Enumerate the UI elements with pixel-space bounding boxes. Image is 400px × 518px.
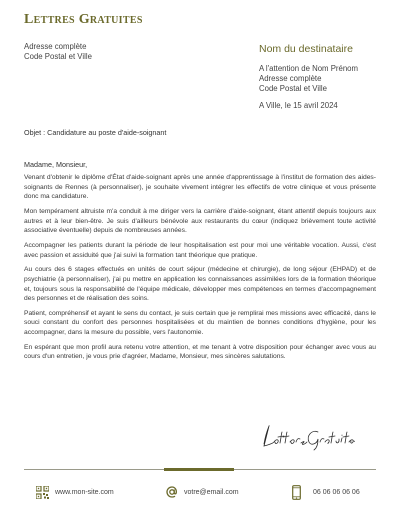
- letter-greeting: Madame, Monsieur,: [24, 160, 88, 169]
- sender-address-line1: Adresse complète: [24, 42, 87, 51]
- recipient-attention: A l'attention de Nom Prénom: [259, 64, 359, 73]
- at-sign-icon: [166, 486, 178, 498]
- body-paragraph: Patient, compréhensif et ayant le sens du contact, je suis certain que je remplirai mes missions avec efficacité, dans le souci constant du confort des personnes hospitalisées et du maintien de bonnes conditions d'hygiène, pour les accompagner, dans la mesure du possible, vers l'autonomie.: [24, 309, 376, 337]
- footer-divider: [24, 469, 376, 470]
- recipient-name: Nom du destinataire: [259, 43, 353, 55]
- website-text[interactable]: www.mon-site.com: [55, 488, 114, 496]
- phone-text[interactable]: 06 06 06 06 06: [313, 488, 360, 496]
- footer-website: [36, 483, 114, 501]
- body-paragraph: En espérant que mon profil aura retenu votre attention, et me tenant à votre disposition pour échanger avec vous au cours d'un entretien, je vous prie d'agréer, Madame, Monsieur, mes sincères salutations.: [24, 343, 376, 361]
- sender-address: [24, 42, 92, 62]
- body-paragraph: Venant d'obtenir le diplôme d'État d'aide-soignant après une année d'apprentissage à l'institut de formation des aides-soignants de Rennes (à personnaliser), je souhaite vivement intégrer les effectifs de votre clinique et vous présente donc ma candidature.: [24, 174, 376, 201]
- letter-body: [24, 173, 376, 367]
- letter-subject: Objet : Candidature au poste d'aide-soignant: [24, 128, 167, 137]
- recipient-address-line2: Code Postal et Ville: [259, 84, 327, 93]
- qr-code-icon: [36, 486, 49, 499]
- sender-address-line2: Code Postal et Ville: [24, 52, 92, 61]
- body-paragraph: Mon tempérament altruiste m'a conduit à me diriger vers la carrière d'aide-soignant, étant attentif depuis toujours aux autres et à leur bien-être. Je suis d'ailleurs bénévole aux restaurants du cœur (indiquez brièvement toute activité associative éventuelle) depuis de nombreuses années.: [24, 207, 376, 235]
- handwritten-signature: [258, 418, 358, 454]
- brand-title: Lettres Gratuites: [24, 12, 143, 27]
- footer-phone: [292, 483, 360, 501]
- body-paragraph: Accompagner les patients durant la période de leur hospitalisation est pour moi une véritable vocation. Aussi, c'est avec passion et assiduité que j'ai suivi la formation tant théorique que pratique.: [24, 241, 376, 259]
- email-text[interactable]: votre@email.com: [184, 488, 239, 496]
- body-paragraph: Au cours des 6 stages effectués en unités de court séjour (médecine et chirurgie), de long séjour (EHPAD) et de psychiatrie (à personnaliser), j'ai pu mettre en application les connaissances assimilées lors de la formation théorique et, toujours sous la responsabilité de l'équipe médicale, développer mes compétences en termes d'accompagnement des personnes et de réalisation des soins.: [24, 266, 376, 303]
- letter-date: A Ville, le 15 avril 2024: [259, 101, 338, 110]
- recipient-address: [259, 64, 358, 94]
- recipient-address-line1: Adresse complète: [259, 74, 322, 83]
- footer-email: [166, 483, 239, 501]
- footer-divider-accent: [164, 468, 234, 471]
- smartphone-icon: [292, 485, 301, 500]
